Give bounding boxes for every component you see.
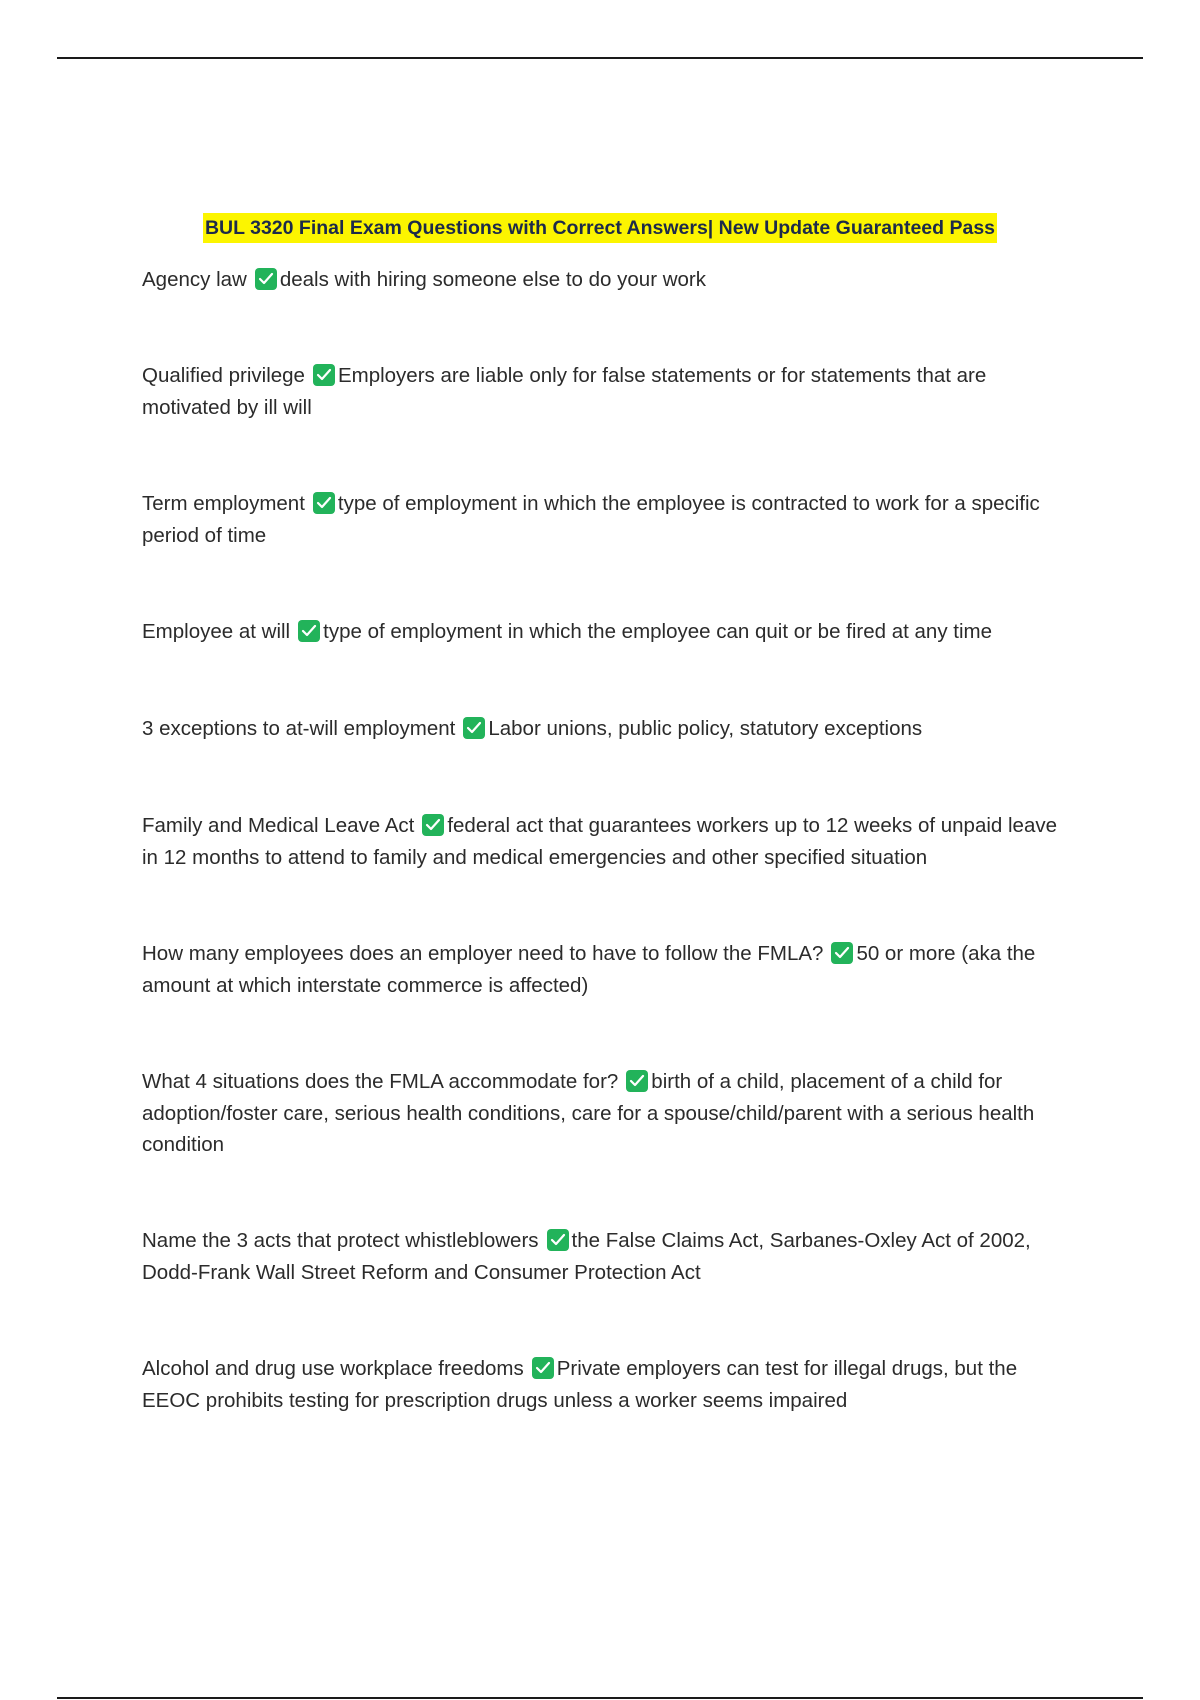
qa-answer: 50 or more (aka the amount at which interstate commerce is affected) (142, 942, 1036, 997)
qa-item (142, 616, 1072, 648)
qa-term: What 4 situations does the FMLA accommodate for? (142, 1070, 619, 1093)
qa-item (142, 1225, 1072, 1288)
check-box-icon (532, 1357, 554, 1379)
qa-term: Term employment (142, 492, 305, 515)
qa-answer: Private employers can test for illegal drugs, but the EEOC prohibits testing for prescription drugs unless a worker seems impaired (142, 1357, 1018, 1412)
qa-term: Agency law (142, 268, 247, 291)
qa-item (142, 810, 1072, 873)
qa-answer: federal act that guarantees workers up to 12 weeks of unpaid leave in 12 months to attend to family and medical emergencies and other specified situation (142, 814, 1058, 869)
qa-term: Name the 3 acts that protect whistleblowers (142, 1229, 539, 1252)
qa-answer: type of employment in which the employee can quit or be fired at any time (323, 620, 993, 643)
check-box-icon (831, 942, 853, 964)
qa-answer: deals with hiring someone else to do your work (279, 268, 707, 291)
qa-answer: the False Claims Act, Sarbanes-Oxley Act of 2002, Dodd-Frank Wall Street Reform and Consumer Protection Act (142, 1229, 1031, 1284)
qa-term: 3 exceptions to at-will employment (142, 717, 456, 740)
qa-answer: Labor unions, public policy, statutory exceptions (488, 717, 923, 740)
qa-term: Employee at will (142, 620, 291, 643)
check-box-icon (255, 268, 277, 290)
qa-item (142, 360, 1072, 423)
check-box-icon (313, 492, 335, 514)
qa-item (142, 713, 1072, 745)
bottom-divider (57, 1697, 1143, 1699)
top-divider (57, 57, 1143, 59)
document-title: BUL 3320 Final Exam Questions with Correct Answers| New Update Guaranteed Pass (203, 213, 997, 243)
qa-answer: Employers are liable only for false statements or for statements that are motivated by ill will (142, 364, 987, 419)
qa-answer: type of employment in which the employee is contracted to work for a specific period of time (142, 492, 1040, 547)
check-box-icon (422, 814, 444, 836)
check-box-icon (547, 1229, 569, 1251)
check-box-icon (463, 717, 485, 739)
qa-term: How many employees does an employer need to have to follow the FMLA? (142, 942, 824, 965)
check-box-icon (298, 620, 320, 642)
qa-answer: birth of a child, placement of a child for adoption/foster care, serious health conditions, care for a spouse/child/parent with a serious health condition (142, 1070, 1035, 1156)
qa-term: Family and Medical Leave Act (142, 814, 415, 837)
check-box-icon (313, 364, 335, 386)
qa-term: Alcohol and drug use workplace freedoms (142, 1357, 524, 1380)
qa-term: Qualified privilege (142, 364, 305, 387)
check-box-icon (626, 1070, 648, 1092)
qa-item (142, 1353, 1072, 1416)
qa-item (142, 938, 1072, 1001)
title-container (0, 213, 1200, 243)
qa-item (142, 488, 1072, 551)
qa-item (142, 264, 1072, 296)
qa-item (142, 1066, 1072, 1161)
